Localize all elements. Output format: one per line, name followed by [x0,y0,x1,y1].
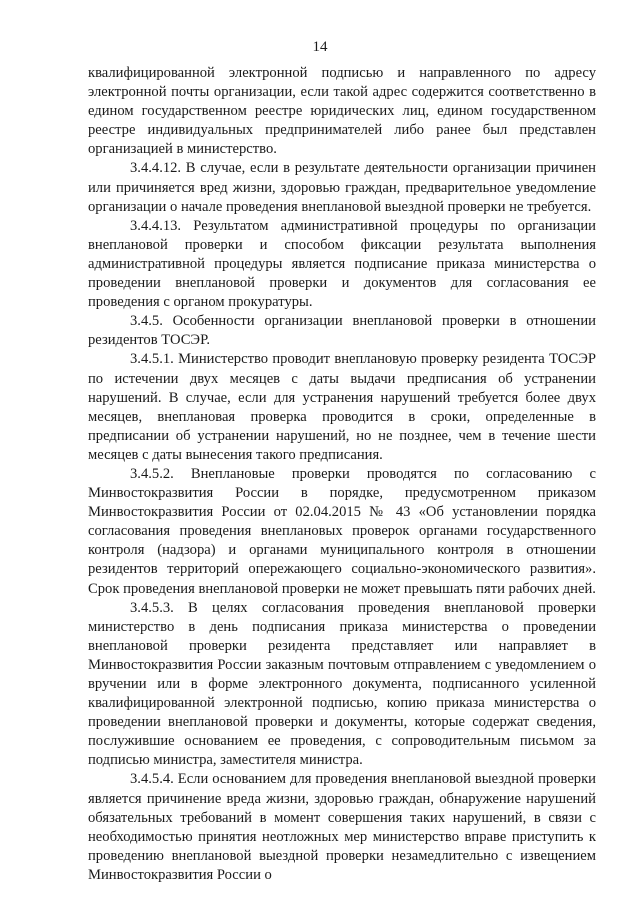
paragraph-3-4-5-2: 3.4.5.2. Внеплановые проверки проводятся по согласованию с Минвостокразвития России в порядке, предусмотренном приказом Минвостокразвития России от 02.04.2015 № 43 «Об установлении порядка согласования проведения внеплановых проверок органами государственного контроля (надзора) и органами муниципального контроля в отношении резидентов территорий опережающего социально-экономического развития». Срок проведения внеплановой проверки не может превышать пяти рабочих дней. [88,465,596,597]
paragraph-3-4-5-1: 3.4.5.1. Министерство проводит внеплановую проверку резидента ТОСЭР по истечении двух месяцев с даты выдачи предписания об устранении нарушений. В случае, если для устранения нарушений требуется более двух месяцев, внеплановая проверка проводится в сроки, определенные в предписании об устранении нарушений, но не позднее, чем в течение шести месяцев с даты вынесения такого предписания. [88,351,596,463]
paragraph-3-4-5-3: 3.4.5.3. В целях согласования проведения внеплановой проверки министерство в день подписания приказа министерства о проведении внеплановой проверки резидента представляет или направляет в Минвостокразвития России заказным почтовым отправлением с уведомлением о вручении или в форме электронного документа, подписанного усиленной квалифицированной электронной подписью, копию приказа министерства о проведении внеплановой проверки и документы, которые содержат сведения, послужившие основанием ее проведения, с сопроводительным письмом за подписью министра, заместителя министра. [88,599,596,769]
paragraph-3-4-4-13: 3.4.4.13. Результатом административной процедуры по организации внеплановой проверки и способом фиксации результата выполнения административной процедуры является подписание приказа министерства о проведении внеплановой проверки и документов для согласования ее проведения с органом прокуратуры. [88,217,596,311]
document-body [88,64,596,885]
paragraph-continuation: квалифицированной электронной подписью и направленного по адресу электронной почты организации, если такой адрес содержится соответственно в едином государственном реестре юридических лиц, едином государственном реестре индивидуальных предпринимателей либо ранее был представлен организацией в министерство. [88,65,596,158]
page-number: 14 [312,39,328,55]
paragraph-3-4-5-4: 3.4.5.4. Если основанием для проведения внеплановой выездной проверки является причинение вреда жизни, здоровью граждан, обнаружение нарушений обязательных требований в момент совершения таких нарушений, в связи с необходимостью принятия неотложных мер министерство вправе приступить к проведению внеплановой выездной проверки незамедлительно с извещением Минвостокразвития России о [88,771,596,883]
paragraph-3-4-4-12: 3.4.4.12. В случае, если в результате деятельности организации причинен или причиняется вред жизни, здоровью граждан, предварительное уведомление организации о начале проведения внеплановой выездной проверки не требуется. [88,160,596,215]
paragraph-3-4-5: 3.4.5. Особенности организации внеплановой проверки в отношении резидентов ТОСЭР. [88,313,596,349]
